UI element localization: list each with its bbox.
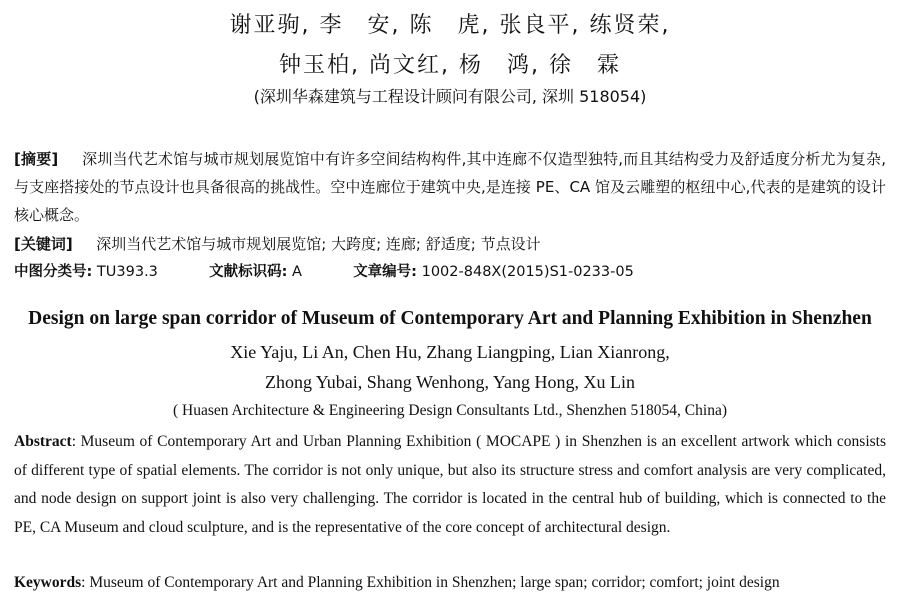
english-abstract-text: : Museum of Contemporary Art and Urban Planning Exhibition ( MOCAPE ) in Shenzhen is an excellent artwork which consists of different type of spatial elements. The corridor is not only unique, but also its structure stress and comfort analysis are very complicated, and node design on support joint is also very challenging. The corridor is located in the central hub of building, which is connected to the PE, CA Museum and cloud sculpture, and is the representative of the core concept of architectural design. — [14, 433, 886, 536]
chinese-abstract-text: 深圳当代艺术馆与城市规划展览馆中有许多空间结构构件,其中连廊不仅造型独特,而且其结构受力及舒适度分析尤为复杂,与支座搭接处的节点设计也具备很高的挑战性。空中连廊位于建筑中央,是连接 PE、CA 馆及云雕塑的枢纽中心,代表的是建筑的设计核心概念。 — [14, 150, 886, 224]
english-keywords — [14, 570, 886, 596]
chinese-abstract — [14, 145, 886, 229]
chinese-keywords — [14, 230, 886, 258]
english-abstract-label: Abstract — [14, 433, 72, 450]
clc-value: TU393.3 — [96, 264, 158, 280]
chinese-abstract-label: [摘要] — [14, 150, 59, 168]
doc-code-label: 文献标识码: — [209, 264, 288, 280]
chinese-authors-line-2: 钟玉柏, 尚文红, 杨 鸿, 徐 霖 — [279, 53, 621, 78]
chinese-authors-line-1: 谢亚驹, 李 安, 陈 虎, 张良平, 练贤荣, — [229, 13, 671, 38]
english-authors-line-1: Xie Yaju, Li An, Chen Hu, Zhang Liangping, Lian Xianrong, — [230, 342, 670, 362]
english-affiliation: ( Huasen Architecture & Engineering Design Consultants Ltd., Shenzhen 518054, China) — [172, 402, 727, 419]
english-abstract — [14, 428, 886, 542]
article-no-value: 1002-848X(2015)S1-0233-05 — [421, 264, 634, 280]
clc-label: 中图分类号: — [14, 264, 93, 280]
english-keywords-text: : Museum of Contemporary Art and Planning Exhibition in Shenzhen; large span; corridor; comfort; joint design — [81, 574, 780, 591]
doc-code-value: A — [292, 264, 302, 280]
chinese-keywords-label: [关键词] — [14, 235, 73, 253]
chinese-keywords-text: 深圳当代艺术馆与城市规划展览馆; 大跨度; 连廊; 舒适度; 节点设计 — [96, 235, 541, 253]
article-no-label: 文章编号: — [353, 264, 417, 280]
chinese-affiliation: (深圳华森建筑与工程设计顾问有限公司, 深圳 518054) — [253, 87, 647, 106]
english-title: Design on large span corridor of Museum of Contemporary Art and Planning Exhibition in Shenzhen — [28, 308, 872, 329]
classification-line — [14, 258, 886, 286]
english-authors-line-2: Zhong Yubai, Shang Wenhong, Yang Hong, Xu Lin — [264, 372, 636, 392]
english-keywords-label: Keywords — [14, 574, 82, 591]
